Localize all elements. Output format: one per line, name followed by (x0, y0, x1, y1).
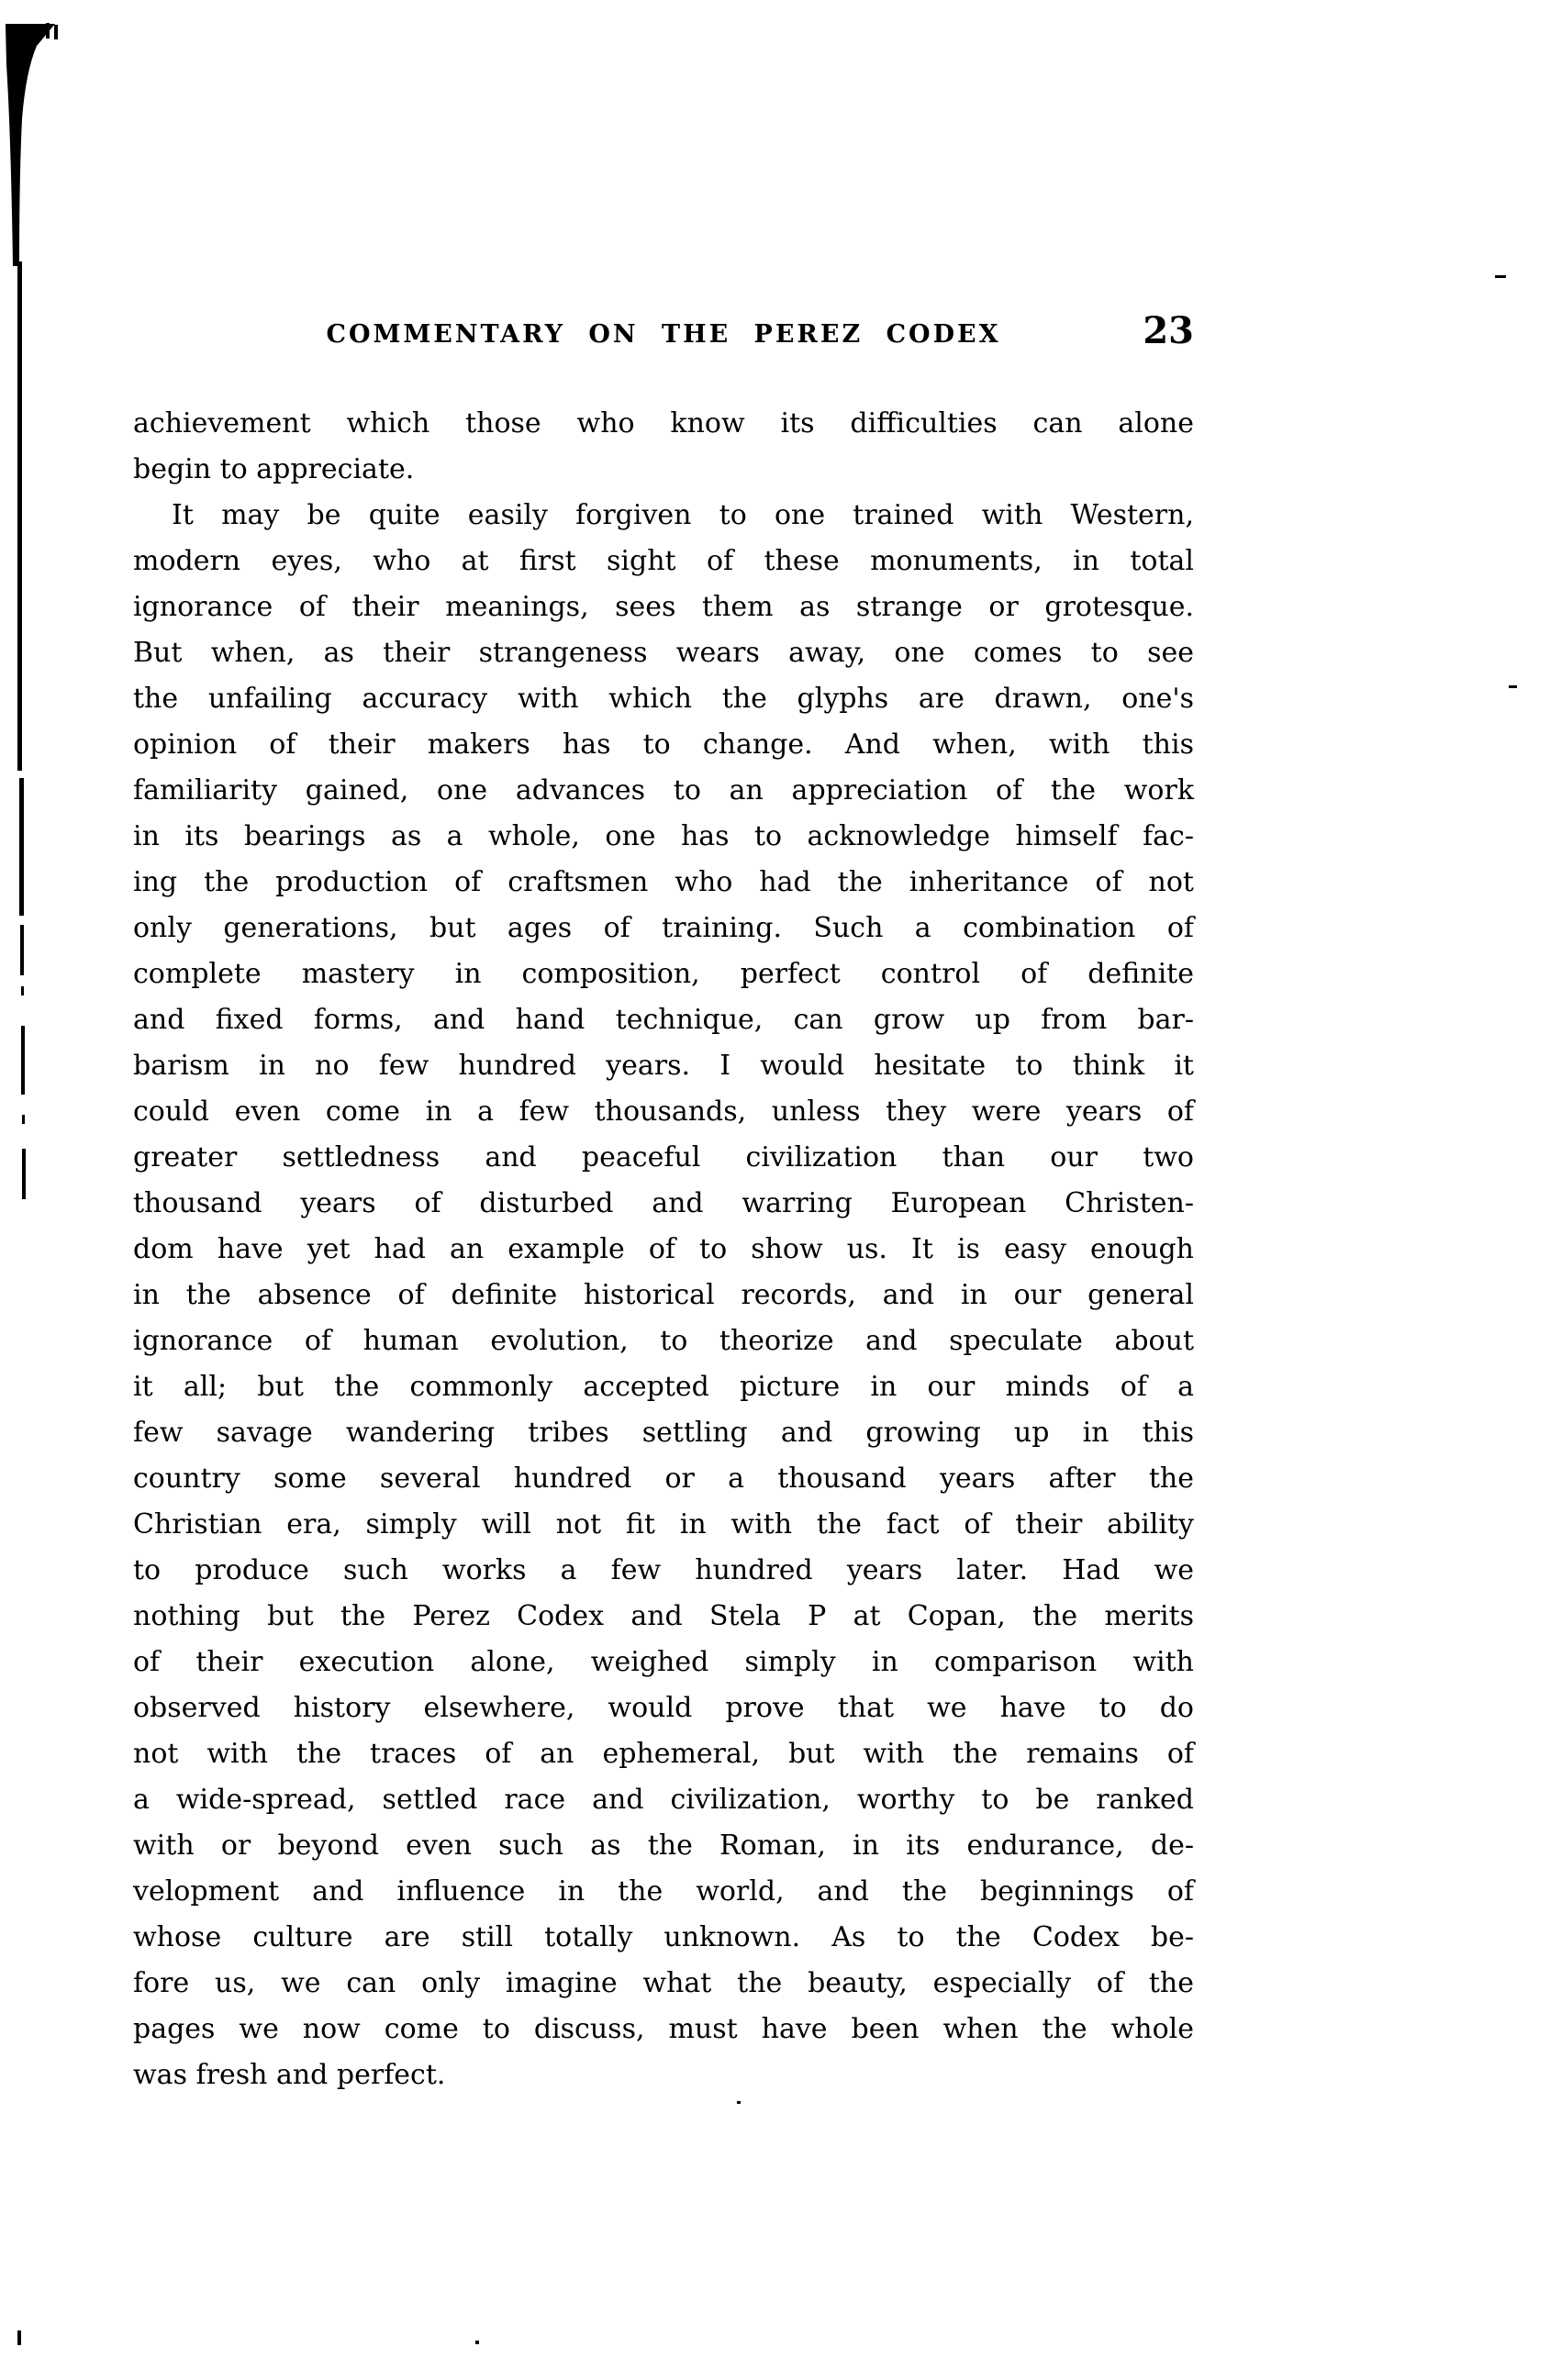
text-line: greater settledness and peaceful civilization than our two (133, 1141, 1194, 1173)
text-line: But when, as their strangeness wears away, one comes to see (133, 637, 1194, 669)
text-line: a wide-spread, settled race and civilization, worthy to be ranked (133, 1784, 1194, 1816)
running-header-title: COMMENTARY ON THE PEREZ CODEX (326, 320, 1001, 349)
text-line: complete mastery in composition, perfect control of definite (133, 958, 1194, 990)
text-line: velopment and influence in the world, and the beginnings of (133, 1875, 1194, 1907)
body-text (133, 401, 1194, 2098)
text-line: Christian era, simply will not fit in with the fact of their ability (133, 1508, 1194, 1540)
text-line: to produce such works a few hundred years later. Had we (133, 1554, 1194, 1586)
text-line: not with the traces of an ephemeral, but with the remains of (133, 1738, 1194, 1770)
text-line: ignorance of their meanings, sees them as strange or grotesque. (133, 591, 1194, 623)
text-line: It may be quite easily forgiven to one trained with Western, (172, 499, 1194, 531)
text-line: the unfailing accuracy with which the glyphs are drawn, one's (133, 683, 1194, 715)
text-line: nothing but the Perez Codex and Stela P at Copan, the merits (133, 1600, 1194, 1632)
text-line: achievement which those who know its difficulties can alone (133, 407, 1194, 439)
page-number: 23 (1143, 309, 1194, 352)
text-line: it all; but the commonly accepted picture in our minds of a (133, 1371, 1194, 1403)
text-line: pages we now come to discuss, must have been when the whole (133, 2013, 1194, 2045)
page-header (133, 309, 1194, 360)
text-line: dom have yet had an example of to show us. It is easy enough (133, 1233, 1194, 1265)
text-line: observed history elsewhere, would prove that we have to do (133, 1692, 1194, 1724)
text-line: country some several hundred or a thousand years after the (133, 1462, 1194, 1495)
text-line: whose culture are still totally unknown. As to the Codex be- (133, 1921, 1194, 1953)
text-line: only generations, but ages of training. Such a combination of (133, 912, 1194, 944)
text-line: ing the production of craftsmen who had the inheritance of not (133, 866, 1194, 898)
text-line: ignorance of human evolution, to theorize and speculate about (133, 1325, 1194, 1357)
text-line: barism in no few hundred years. I would hesitate to think it (133, 1050, 1194, 1082)
text-line: modern eyes, who at first sight of these monuments, in total (133, 545, 1194, 577)
text-line: of their execution alone, weighed simply in comparison with (133, 1646, 1194, 1678)
text-line: in the absence of definite historical records, and in our general (133, 1279, 1194, 1311)
text-line: could even come in a few thousands, unless they were years of (133, 1095, 1194, 1128)
text-line: and fixed forms, and hand technique, can grow up from bar- (133, 1004, 1194, 1036)
text-line: in its bearings as a whole, one has to acknowledge himself fac- (133, 820, 1194, 852)
text-line: thousand years of disturbed and warring European Christen- (133, 1187, 1194, 1219)
text-line: opinion of their makers has to change. And when, with this (133, 728, 1194, 761)
text-line: fore us, we can only imagine what the beauty, especially of the (133, 1967, 1194, 1999)
text-line: was fresh and perfect. (133, 2059, 446, 2091)
text-line: begin to appreciate. (133, 453, 415, 485)
text-line: familiarity gained, one advances to an appreciation of the work (133, 774, 1194, 806)
text-line: with or beyond even such as the Roman, in its endurance, de- (133, 1829, 1194, 1862)
text-line: few savage wandering tribes settling and growing up in this (133, 1417, 1194, 1449)
